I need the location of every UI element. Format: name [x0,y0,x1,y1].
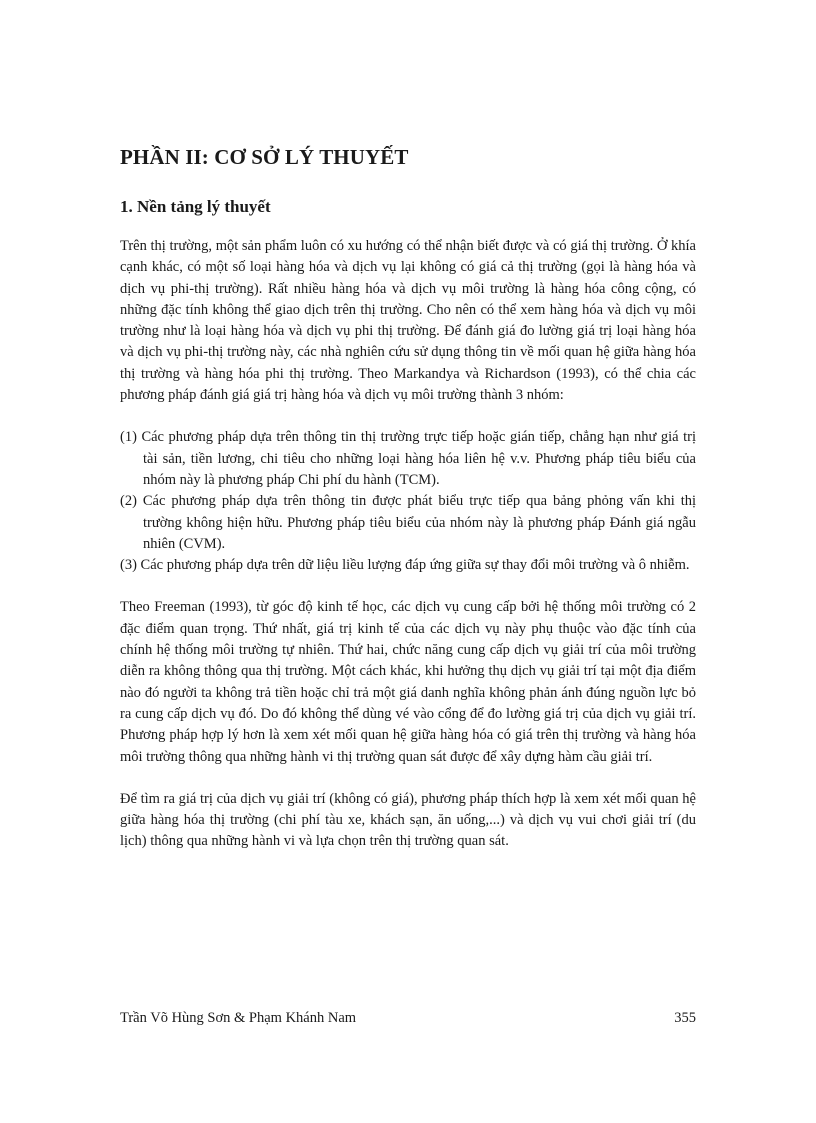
method-list [120,427,696,576]
paragraph-freeman: Theo Freeman (1993), từ góc độ kinh tế học, các dịch vụ cung cấp bởi hệ thống môi trường có 2 đặc điểm quan trọng. Thứ nhất, giá trị kinh tế của các dịch vụ này phụ thuộc vào đặc tính của chính hệ thống môi trường tự nhiên. Thứ hai, chức năng cung cấp dịch vụ giải trí của môi trường diễn ra không thông qua thị trường. Một cách khác, khi hưởng thụ dịch vụ giải trí tại một địa điểm nào đó người ta không trả tiền hoặc chỉ trả một giá danh nghĩa không phản ánh đúng nguồn lực bỏ ra cung cấp dịch vụ đó. Do đó không thể dùng vé vào cổng để đo lường giá trị của dịch vụ giải trí. Phương pháp hợp lý hơn là xem xét mối quan hệ giữa hàng hóa có giá trên thị trường và hàng hóa môi trường thông qua những hành vi thị trường quan sát được để xây dựng hàm cầu giải trí. [120,599,696,765]
part-title: PHẦN II: CƠ SỞ LÝ THUYẾT [120,145,409,169]
paragraph-conclusion: Để tìm ra giá trị của dịch vụ giải trí (không có giá), phương pháp thích hợp là xem xét mối quan hệ giữa hàng hóa thị trường (chi phí tàu xe, khách sạn, ăn uống,...) và dịch vụ vui chơi giải trí (du lịch) thông qua những hành vi và lựa chọn trên thị trường quan sát. [120,790,696,850]
footer-authors: Trần Võ Hùng Sơn & Phạm Khánh Nam [120,1010,357,1026]
body-text [120,236,696,874]
list-item: (3) Các phương pháp dựa trên dữ liệu liều lượng đáp ứng giữa sự thay đổi môi trường và ô nhiễm. [120,557,690,574]
page-footer [120,1010,696,1027]
list-item: (1) Các phương pháp dựa trên thông tin thị trường trực tiếp hoặc gián tiếp, chẳng hạn như giá trị tài sản, tiền lương, chi tiêu cho những loại hàng hóa liên hệ v.v. Phương pháp tiêu biểu của nhóm này là phương pháp Chi phí du hành (TCM). [120,429,696,488]
page-number: 355 [674,1010,696,1026]
list-item: (2) Các phương pháp dựa trên thông tin được phát biểu trực tiếp qua bảng phỏng vấn khi thị trường không hiện hữu. Phương pháp tiêu biểu của nhóm này là phương pháp Đánh giá ngẫu nhiên (CVM). [120,493,696,552]
section-title: 1. Nền tảng lý thuyết [120,197,271,216]
paragraph-intro: Trên thị trường, một sản phẩm luôn có xu hướng có thể nhận biết được và có giá thị trường. Ở khía cạnh khác, có một số loại hàng hóa và dịch vụ lại không có giá cả thị trường (gọi là hàng hóa và dịch vụ phi-thị trường). Rất nhiều hàng hóa và dịch vụ môi trường là hàng hóa công cộng, có những đặc tính không thể giao dịch trên thị trường. Cho nên có thể xem hàng hóa và dịch vụ môi trường như là loại hàng hóa và dịch vụ phi thị trường. Để đánh giá đo lường giá trị loại hàng hóa và dịch vụ phi-thị trường này, các nhà nghiên cứu sử dụng thông tin về mối quan hệ giữa hàng hóa thị trường và hàng hóa phi thị trường. Theo Markandya và Richardson (1993), có thể chia các phương pháp đánh giá giá trị hàng hóa và dịch vụ môi trường thành 3 nhóm: [120,238,696,404]
